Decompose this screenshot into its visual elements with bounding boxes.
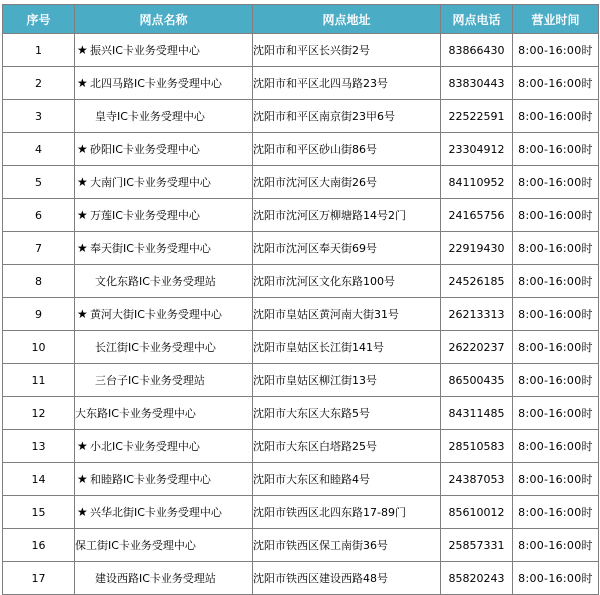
cell-phone: 22522591 xyxy=(441,100,513,133)
cell-hours: 8:00-16:00时 xyxy=(513,265,599,298)
header-phone: 网点电话 xyxy=(441,5,513,34)
cell-name xyxy=(75,34,253,67)
cell-hours: 8:00-16:00时 xyxy=(513,166,599,199)
cell-name xyxy=(75,133,253,166)
cell-address: 沈阳市皇姑区柳江街13号 xyxy=(253,364,441,397)
cell-no: 6 xyxy=(3,199,75,232)
cell-no: 17 xyxy=(3,562,75,595)
table-row xyxy=(3,430,599,463)
table-row xyxy=(3,166,599,199)
star-icon: ★ xyxy=(77,175,88,189)
cell-no: 14 xyxy=(3,463,75,496)
cell-no: 5 xyxy=(3,166,75,199)
cell-phone: 26220237 xyxy=(441,331,513,364)
cell-no: 11 xyxy=(3,364,75,397)
table-row xyxy=(3,397,599,430)
cell-no: 13 xyxy=(3,430,75,463)
cell-address: 沈阳市皇姑区黄河南大街31号 xyxy=(253,298,441,331)
cell-address: 沈阳市沈河区大南街26号 xyxy=(253,166,441,199)
table-row xyxy=(3,100,599,133)
outlet-name: 和睦路IC卡业务受理中心 xyxy=(90,473,211,486)
cell-phone: 24526185 xyxy=(441,265,513,298)
cell-no: 16 xyxy=(3,529,75,562)
table-row xyxy=(3,298,599,331)
cell-no: 8 xyxy=(3,265,75,298)
cell-phone: 25857331 xyxy=(441,529,513,562)
star-icon: ★ xyxy=(77,43,88,57)
cell-name xyxy=(75,67,253,100)
star-icon: ★ xyxy=(77,76,88,90)
outlet-name: 建设西路IC卡业务受理站 xyxy=(95,572,216,585)
table-row xyxy=(3,331,599,364)
outlet-name: 大南门IC卡业务受理中心 xyxy=(90,176,211,189)
cell-hours: 8:00-16:00时 xyxy=(513,298,599,331)
cell-phone: 83866430 xyxy=(441,34,513,67)
cell-phone: 24165756 xyxy=(441,199,513,232)
cell-name xyxy=(75,265,253,298)
cell-address: 沈阳市大东区和睦路4号 xyxy=(253,463,441,496)
table-row xyxy=(3,529,599,562)
cell-name xyxy=(75,298,253,331)
cell-phone: 84110952 xyxy=(441,166,513,199)
cell-phone: 28510583 xyxy=(441,430,513,463)
outlet-name: 小北IC卡业务受理中心 xyxy=(90,440,200,453)
header-hours: 营业时间 xyxy=(513,5,599,34)
cell-no: 12 xyxy=(3,397,75,430)
outlet-name: 三台子IC卡业务受理站 xyxy=(95,374,205,387)
cell-hours: 8:00-16:00时 xyxy=(513,67,599,100)
cell-hours: 8:00-16:00时 xyxy=(513,463,599,496)
cell-address: 沈阳市和平区南京街23甲6号 xyxy=(253,100,441,133)
cell-address: 沈阳市大东区大东路5号 xyxy=(253,397,441,430)
cell-no: 1 xyxy=(3,34,75,67)
table-row xyxy=(3,463,599,496)
outlet-name: 振兴IC卡业务受理中心 xyxy=(90,44,200,57)
cell-phone: 22919430 xyxy=(441,232,513,265)
star-icon: ★ xyxy=(77,505,88,519)
cell-name xyxy=(75,397,253,430)
outlet-name: 皇寺IC卡业务受理中心 xyxy=(95,110,205,123)
cell-name xyxy=(75,232,253,265)
cell-hours: 8:00-16:00时 xyxy=(513,562,599,595)
cell-address: 沈阳市大东区白塔路25号 xyxy=(253,430,441,463)
cell-no: 4 xyxy=(3,133,75,166)
cell-hours: 8:00-16:00时 xyxy=(513,529,599,562)
service-outlets-table xyxy=(2,4,599,595)
outlet-name: 文化东路IC卡业务受理站 xyxy=(95,275,216,288)
table-row xyxy=(3,67,599,100)
header-name: 网点名称 xyxy=(75,5,253,34)
cell-no: 2 xyxy=(3,67,75,100)
cell-phone: 23304912 xyxy=(441,133,513,166)
cell-phone: 86500435 xyxy=(441,364,513,397)
cell-name xyxy=(75,463,253,496)
cell-hours: 8:00-16:00时 xyxy=(513,496,599,529)
outlet-name: 长江街IC卡业务受理中心 xyxy=(95,341,216,354)
cell-no: 9 xyxy=(3,298,75,331)
outlet-name: 保工街IC卡业务受理中心 xyxy=(75,539,196,552)
outlet-name: 大东路IC卡业务受理中心 xyxy=(75,407,196,420)
cell-hours: 8:00-16:00时 xyxy=(513,364,599,397)
cell-name xyxy=(75,199,253,232)
table-row xyxy=(3,199,599,232)
table-row xyxy=(3,232,599,265)
cell-no: 10 xyxy=(3,331,75,364)
outlet-name: 兴华北街IC卡业务受理中心 xyxy=(90,506,222,519)
header-address: 网点地址 xyxy=(253,5,441,34)
cell-name xyxy=(75,166,253,199)
cell-hours: 8:00-16:00时 xyxy=(513,331,599,364)
table-row xyxy=(3,364,599,397)
cell-name xyxy=(75,562,253,595)
cell-phone: 85610012 xyxy=(441,496,513,529)
star-icon: ★ xyxy=(77,307,88,321)
table-row xyxy=(3,496,599,529)
cell-address: 沈阳市沈河区文化东路100号 xyxy=(253,265,441,298)
cell-address: 沈阳市沈河区奉天街69号 xyxy=(253,232,441,265)
outlet-name: 万莲IC卡业务受理中心 xyxy=(90,209,200,222)
cell-address: 沈阳市和平区北四马路23号 xyxy=(253,67,441,100)
cell-no: 7 xyxy=(3,232,75,265)
header-no: 序号 xyxy=(3,5,75,34)
star-icon: ★ xyxy=(77,472,88,486)
cell-hours: 8:00-16:00时 xyxy=(513,199,599,232)
cell-no: 15 xyxy=(3,496,75,529)
star-icon: ★ xyxy=(77,208,88,222)
cell-address: 沈阳市和平区长兴街2号 xyxy=(253,34,441,67)
cell-name xyxy=(75,529,253,562)
cell-phone: 26213313 xyxy=(441,298,513,331)
cell-hours: 8:00-16:00时 xyxy=(513,397,599,430)
cell-address: 沈阳市铁西区北四东路17-89门 xyxy=(253,496,441,529)
cell-address: 沈阳市沈河区万柳塘路14号2门 xyxy=(253,199,441,232)
cell-address: 沈阳市皇姑区长江街141号 xyxy=(253,331,441,364)
cell-hours: 8:00-16:00时 xyxy=(513,100,599,133)
cell-name xyxy=(75,364,253,397)
cell-phone: 84311485 xyxy=(441,397,513,430)
table-header-row xyxy=(3,5,599,34)
cell-name xyxy=(75,496,253,529)
cell-phone: 83830443 xyxy=(441,67,513,100)
cell-phone: 24387053 xyxy=(441,463,513,496)
outlet-name: 砂阳IC卡业务受理中心 xyxy=(90,143,200,156)
table-row xyxy=(3,133,599,166)
table-row xyxy=(3,265,599,298)
table-body xyxy=(3,34,599,595)
table-row xyxy=(3,34,599,67)
star-icon: ★ xyxy=(77,241,88,255)
star-icon: ★ xyxy=(77,142,88,156)
cell-name xyxy=(75,430,253,463)
cell-address: 沈阳市铁西区保工南街36号 xyxy=(253,529,441,562)
cell-hours: 8:00-16:00时 xyxy=(513,232,599,265)
cell-hours: 8:00-16:00时 xyxy=(513,34,599,67)
outlet-name: 奉天街IC卡业务受理中心 xyxy=(90,242,211,255)
cell-no: 3 xyxy=(3,100,75,133)
cell-phone: 85820243 xyxy=(441,562,513,595)
table-row xyxy=(3,562,599,595)
outlet-name: 黄河大街IC卡业务受理中心 xyxy=(90,308,222,321)
cell-name xyxy=(75,331,253,364)
cell-address: 沈阳市和平区砂山街86号 xyxy=(253,133,441,166)
cell-hours: 8:00-16:00时 xyxy=(513,430,599,463)
cell-name xyxy=(75,100,253,133)
cell-address: 沈阳市铁西区建设西路48号 xyxy=(253,562,441,595)
star-icon: ★ xyxy=(77,439,88,453)
outlet-name: 北四马路IC卡业务受理中心 xyxy=(90,77,222,90)
cell-hours: 8:00-16:00时 xyxy=(513,133,599,166)
